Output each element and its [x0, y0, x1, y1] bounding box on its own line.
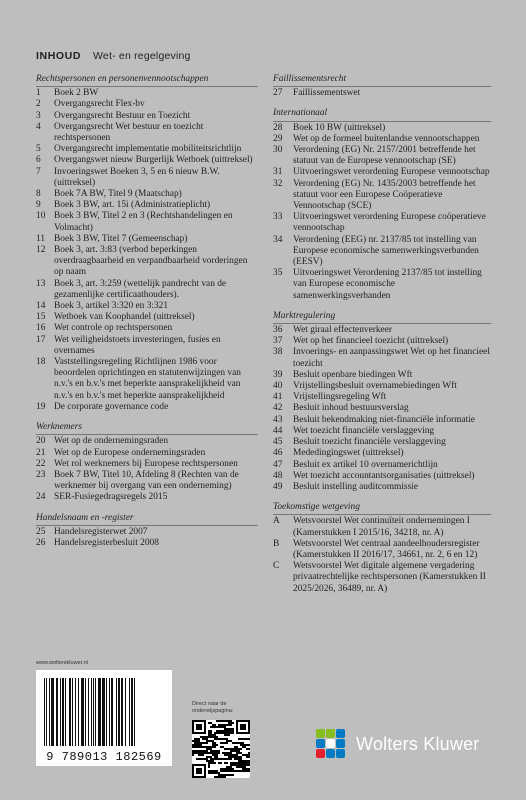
section-heading: Marktregulering — [273, 311, 491, 324]
item-number: 2 — [36, 99, 41, 110]
toc-item — [273, 482, 491, 493]
item-title: Faillissementswet — [293, 88, 361, 99]
item-title: Wet controle op rechtspersonen — [54, 323, 173, 334]
toc-item — [273, 347, 491, 369]
item-number: 43 — [273, 414, 283, 425]
toc-item — [273, 179, 491, 213]
logo-text: Wolters Kluwer — [356, 733, 480, 754]
toc-item — [36, 459, 258, 470]
item-number: 1 — [36, 88, 41, 99]
toc-item — [273, 437, 491, 448]
item-number: 12 — [36, 245, 46, 256]
item-title: Besluit ex artikel 10 overnamerichtlijn — [293, 459, 438, 470]
toc-item — [273, 448, 491, 459]
toc-item — [273, 235, 491, 269]
toc-item — [273, 325, 491, 336]
toc-item — [36, 167, 258, 189]
toc-item — [36, 155, 258, 166]
item-number: 13 — [36, 278, 46, 289]
toc-item — [36, 122, 258, 144]
toc-item — [273, 415, 491, 426]
item-number: 32 — [273, 178, 283, 189]
item-title: Wetsvoorstel Wet continuïteit ondernemingen I (Kamerstukken I 2015/16, 34218, nr. A) — [293, 516, 470, 538]
toc-item — [273, 370, 491, 381]
item-number: 10 — [36, 211, 46, 222]
item-title: Invoerings- en aanpassingswet Wet op het financieel toezicht — [293, 347, 490, 369]
item-title: Wet veiligheidstoets investeringen, fusies en overnames — [54, 334, 221, 356]
item-number: 15 — [36, 312, 46, 323]
item-number: 26 — [36, 537, 46, 548]
item-title: Wet op de ondernemingsraden — [54, 436, 169, 447]
item-title: Wetsvoorstel Wet centraal aandeelhoudersregister (Kamerstukken II 2016/17, 34661, nr. 2, 6 en 12) — [293, 538, 480, 560]
toc-section — [273, 311, 491, 493]
left-column — [36, 74, 258, 558]
toc-item — [36, 492, 258, 503]
item-title: Besluit openbare biedingen Wft — [293, 369, 413, 380]
item-title: Uitvoeringswet verordening Europese coöperatieve vennootschap — [293, 212, 486, 234]
toc-item — [36, 402, 258, 413]
item-number: 46 — [273, 448, 283, 459]
toc-item — [36, 234, 258, 245]
item-title: Besluit instelling auditcommissie — [293, 481, 418, 492]
item-title: Vaststellingsregeling Richtlijnen 1986 voor beoordelen oprichtingen en statutenwijzingen van n.v.'s en b.v.'s met beperkte aansprakelijkheid van n.v.'s en b.v.'s met beperkte aansprakelijkheid — [54, 357, 241, 401]
barcode-bars — [44, 678, 164, 746]
item-number: 21 — [36, 447, 46, 458]
item-title: Boek 3 BW, Titel 7 (Gemeenschap) — [54, 233, 188, 244]
toc-item — [36, 436, 258, 447]
page-title — [36, 50, 191, 62]
item-number: 41 — [273, 392, 283, 403]
toc-section — [36, 74, 258, 413]
item-number: 19 — [36, 401, 46, 412]
item-number: 44 — [273, 425, 283, 436]
toc-item — [36, 211, 258, 233]
item-number: A — [273, 516, 280, 527]
item-title: Boek 2 BW — [54, 88, 99, 99]
item-number: 30 — [273, 145, 283, 156]
toc-item — [273, 392, 491, 403]
item-number: C — [273, 561, 280, 572]
item-number: 48 — [273, 470, 283, 481]
toc-item — [273, 426, 491, 437]
isbn-number: 9 789013 182569 — [46, 750, 162, 764]
item-number: 16 — [36, 323, 46, 334]
toc-item — [36, 448, 258, 459]
toc-item — [273, 123, 491, 134]
item-number: 33 — [273, 212, 283, 223]
item-number: 28 — [273, 122, 283, 133]
toc-item — [36, 189, 258, 200]
item-title: Wet op het financieel toezicht (uittreksel) — [293, 336, 449, 347]
toc-section — [36, 422, 258, 503]
toc-item — [36, 279, 258, 301]
item-title: Invoeringswet Boeken 3, 5 en 6 nieuw B.W. (uittreksel) — [54, 166, 220, 188]
qr-code-icon[interactable] — [192, 720, 250, 778]
toc-item — [36, 245, 258, 279]
item-title: Boek 3 BW, Titel 2 en 3 (Rechtshandelingen en Volmacht) — [54, 211, 233, 233]
section-heading: Faillissementsrecht — [273, 74, 491, 87]
toc-item — [36, 538, 258, 549]
item-title: Mededingingswet (uittreksel) — [293, 448, 404, 459]
toc-item — [36, 99, 258, 110]
section-heading: Internationaal — [273, 108, 491, 121]
item-number: 20 — [36, 436, 46, 447]
publisher-url[interactable]: www.wolterskluwer.nl — [36, 660, 88, 666]
item-number: 9 — [36, 200, 41, 211]
item-number: 5 — [36, 144, 41, 155]
item-title: Verordening (EG) Nr. 2157/2001 betreffende het statuut van de Europese vennootschap (SE) — [293, 145, 476, 167]
item-number: 40 — [273, 381, 283, 392]
item-title: Wet toezicht accountantsorganisaties (uittreksel) — [293, 470, 475, 481]
item-title: Wet rol werknemers bij Europese rechtspersonen — [54, 458, 238, 469]
item-title: Overgangswet nieuw Burgerlijk Wetboek (uittreksel) — [54, 155, 253, 166]
item-number: 18 — [36, 357, 46, 368]
item-title: Wet op de Europese ondernemingsraden — [54, 447, 206, 458]
item-number: 45 — [273, 437, 283, 448]
contents-label: INHOUD — [36, 50, 82, 62]
item-title: Wet toezicht financiële verslaggeving — [293, 425, 435, 436]
item-number: 6 — [36, 155, 41, 166]
item-title: De corporate governance code — [54, 401, 169, 412]
section-heading: Toekomstige wetgeving — [273, 502, 491, 515]
item-number: 25 — [36, 526, 46, 537]
item-title: Wetsvoorstel Wet digitale algemene vergadering privaatrechtelijke rechtspersonen (Kamerstukken II 2025/2026, 36489, nr. A) — [293, 561, 486, 594]
item-number: 8 — [36, 189, 41, 200]
item-number: 42 — [273, 403, 283, 414]
item-number: B — [273, 538, 280, 549]
item-number: 17 — [36, 334, 46, 345]
item-title: Uitvoeringswet verordening Europese vennootschap — [293, 167, 490, 178]
item-number: 49 — [273, 481, 283, 492]
item-title: Boek 7 BW, Titel 10, Afdeling 8 (Rechten van de werknemer bij overgang van een onderneming) — [54, 469, 239, 492]
item-title: Besluit toezicht financiële verslaggeving — [293, 437, 446, 448]
toc-item — [36, 312, 258, 323]
toc-item — [273, 539, 491, 561]
item-number: 39 — [273, 369, 283, 380]
toc-item — [36, 470, 258, 492]
item-title: Verordening (EEG) nr. 2137/85 tot instelling van Europese economische samenwerkingsverbanden (EESV) — [293, 234, 479, 268]
item-title: Overgangsrecht implementatie mobiliteitsrichtlijn — [54, 144, 242, 155]
item-title: Boek 3, art. 3:259 (wettelijk pandrecht van de gezamenlijke certificaathouders). — [54, 278, 227, 300]
item-title: Overgangsrecht Flex-bv — [54, 99, 145, 110]
toc-item — [36, 323, 258, 334]
section-heading: Handelsnaam en -register — [36, 513, 258, 526]
item-title: Overgangsrecht Bestuur en Toezicht — [54, 110, 191, 121]
item-number: 38 — [273, 347, 283, 358]
toc-item — [273, 561, 491, 595]
item-title: Besluit inhoud bestuursverslag — [293, 403, 409, 414]
toc-item — [273, 145, 491, 167]
toc-item — [273, 336, 491, 347]
toc-item — [273, 471, 491, 482]
wolters-kluwer-logo — [314, 727, 480, 761]
item-title: Vrijstellingsbesluit overnamebiedingen Wft — [293, 381, 457, 392]
wolters-kluwer-mark-icon — [314, 727, 348, 761]
item-title: SER-Fusiegedragsregels 2015 — [54, 492, 168, 503]
item-title: Boek 3, art. 3:83 (verbod beperkingen overdraagbaarheid en verpandbaarheid vorderingen op naam — [54, 245, 248, 278]
toc-item — [36, 88, 258, 99]
item-title: Handelsregisterwet 2007 — [54, 526, 148, 537]
item-number: 3 — [36, 110, 41, 121]
item-number: 37 — [273, 336, 283, 347]
item-number: 34 — [273, 234, 283, 245]
item-title: Boek 3 BW, art. 15i (Administratieplicht) — [54, 200, 211, 211]
toc-item — [273, 134, 491, 145]
toc-item — [273, 167, 491, 178]
toc-item — [36, 357, 258, 402]
toc-item — [273, 381, 491, 392]
toc-section — [36, 513, 258, 550]
toc-item — [273, 403, 491, 414]
toc-item — [273, 516, 491, 538]
toc-item — [36, 144, 258, 155]
toc-item — [36, 111, 258, 122]
item-number: 7 — [36, 166, 41, 177]
section-heading: Rechtspersonen en personenvennootschappen — [36, 74, 258, 87]
item-title: Wet giraal effectenverkeer — [293, 325, 393, 336]
item-title: Handelsregisterbesluit 2008 — [54, 537, 159, 548]
toc-item — [36, 301, 258, 312]
item-number: 22 — [36, 458, 46, 469]
right-column — [273, 74, 491, 604]
toc-item — [273, 460, 491, 471]
item-number: 14 — [36, 301, 46, 312]
item-title: Vrijstellingsregeling Wft — [293, 392, 387, 403]
item-title: Boek 7A BW, Titel 9 (Maatschap) — [54, 189, 182, 200]
item-number: 24 — [36, 492, 46, 503]
toc-item — [273, 88, 491, 99]
qr-caption: Direct naar de onderwijspagina: — [192, 701, 234, 714]
item-number: 4 — [36, 121, 41, 132]
item-title: Wetboek van Koophandel (uittreksel) — [54, 312, 195, 323]
item-number: 36 — [273, 325, 283, 336]
contents-subtitle: Wet- en regelgeving — [93, 50, 191, 62]
item-title: Boek 10 BW (uittreksel) — [293, 122, 386, 133]
toc-section — [273, 502, 491, 595]
toc-item — [273, 212, 491, 234]
toc-item — [36, 200, 258, 211]
item-number: 47 — [273, 459, 283, 470]
toc-section — [273, 74, 491, 99]
item-number: 11 — [36, 233, 46, 244]
section-heading: Werknemers — [36, 422, 258, 435]
item-title: Boek 3, artikel 3:320 en 3:321 — [54, 301, 169, 312]
item-title: Uitvoeringswet Verordening 2137/85 tot instelling van Europese economische samenwerkingsverbanden — [293, 268, 482, 301]
item-title: Besluit bekendmaking niet-financiële informatie — [293, 414, 475, 425]
item-title: Wet op de formeel buitenlandse vennootschappen — [293, 133, 480, 144]
item-title: Overgangsrecht Wet bestuur en toezicht rechtspersonen — [54, 121, 204, 144]
toc-item — [36, 335, 258, 357]
item-number: 27 — [273, 88, 283, 99]
isbn-barcode — [36, 670, 172, 766]
toc-item — [273, 268, 491, 302]
toc-item — [36, 527, 258, 538]
toc-section — [273, 108, 491, 301]
item-number: 31 — [273, 167, 283, 178]
item-number: 29 — [273, 133, 283, 144]
item-number: 35 — [273, 268, 283, 279]
item-title: Verordening (EG) Nr. 1435/2003 betreffende het statuut voor een Europese Coöperatieve Vennootschap (SCE) — [293, 178, 476, 212]
item-number: 23 — [36, 469, 46, 480]
